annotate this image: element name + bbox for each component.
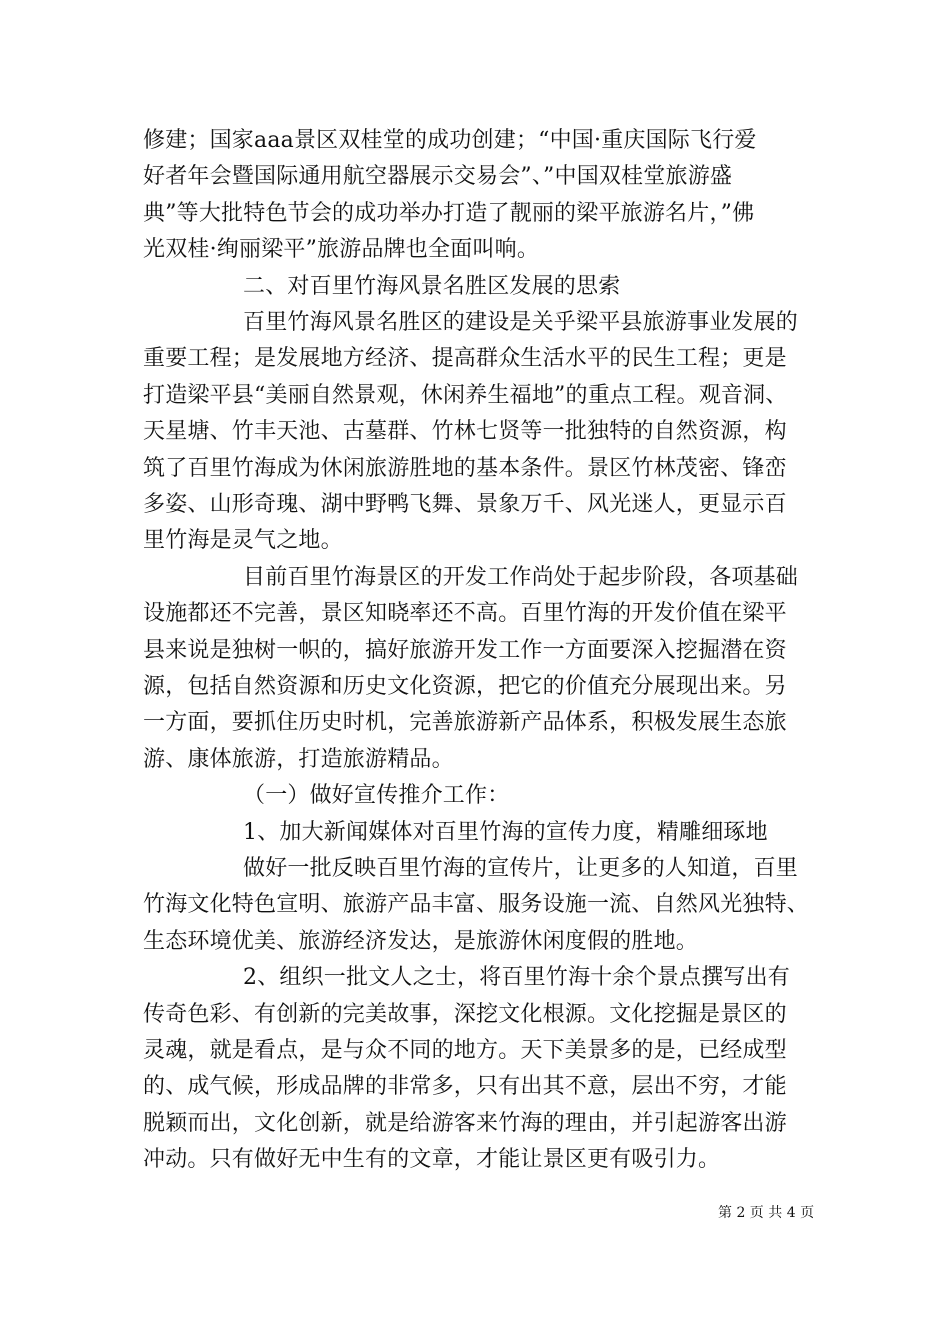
paragraph-line: 天星塘、竹丰天池、古墓群、竹林七贤等一批独特的自然资源，构 bbox=[143, 419, 787, 445]
section-heading: 二、对百里竹海风景名胜区发展的思索 bbox=[243, 273, 621, 299]
paragraph-line: 好者年会暨国际通用航空器展示交易会”、”中国双桂堂旅游盛 bbox=[143, 164, 733, 190]
paragraph-line: 多姿、山形奇瑰、湖中野鸭飞舞、景象万千、风光迷人，更显示百 bbox=[143, 492, 787, 517]
paragraph-line: 脱颖而出，文化创新，就是给游客来竹海的理由，并引起游客出游 bbox=[143, 1110, 787, 1136]
paragraph-line: 一方面，要抓住历史时机，完善旅游新产品体系，积极发展生态旅 bbox=[143, 710, 787, 736]
paragraph-line: 典”等大批特色节会的成功举办打造了靓丽的梁平旅游名片，”佛 bbox=[143, 200, 755, 226]
paragraph-line: 打造梁平县“美丽自然景观，休闲养生福地”的重点工程。观音洞、 bbox=[143, 382, 788, 408]
paragraph-line: 的、成气候，形成品牌的非常多，只有出其不意，层出不穷，才能 bbox=[143, 1074, 787, 1100]
paragraph-line: 冲动。只有做好无中生有的文章，才能让景区更有吸引力。 bbox=[143, 1147, 721, 1173]
list-item: 2、组织一批文人之士，将百里竹海十余个景点撰写出有 bbox=[243, 965, 790, 991]
paragraph-line: 生态环境优美、旅游经济发达，是旅游休闲度假的胜地。 bbox=[143, 928, 699, 954]
paragraph-line: 重要工程；是发展地方经济、提高群众生活水平的民生工程；更是 bbox=[143, 346, 787, 372]
page-number: 第 2 页 共 4 页 bbox=[718, 1205, 815, 1221]
paragraph-line: 传奇色彩、有创新的完美故事，深挖文化根源。文化挖掘是景区的 bbox=[143, 1001, 787, 1027]
paragraph-line: 设施都还不完善，景区知晓率还不高。百里竹海的开发价值在梁平 bbox=[143, 601, 787, 627]
subsection-heading: （一）做好宣传推介工作： bbox=[243, 783, 510, 809]
paragraph-line: 筑了百里竹海成为休闲旅游胜地的基本条件。景区竹林茂密、锋峦 bbox=[143, 455, 787, 481]
paragraph-line: 目前百里竹海景区的开发工作尚处于起步阶段，各项基础 bbox=[243, 564, 799, 590]
paragraph-line: 竹海文化特色宣明、旅游产品丰富、服务设施一流、自然风光独特、 bbox=[143, 892, 810, 918]
paragraph-line: 源，包括自然资源和历史文化资源，把它的价值充分展现出来。另 bbox=[143, 674, 787, 699]
paragraph-line: 游、康体旅游，打造旅游精品。 bbox=[143, 746, 454, 772]
paragraph-line: 修建；国家aaa景区双桂堂的成功创建；“中国·重庆国际飞行爱 bbox=[143, 128, 757, 153]
paragraph-line: 百里竹海风景名胜区的建设是关乎梁平县旅游事业发展的 bbox=[243, 310, 799, 335]
list-item: 1、加大新闻媒体对百里竹海的宣传力度，精雕细琢地 bbox=[243, 819, 768, 845]
paragraph-line: 县来说是独树一帜的，搞好旅游开发工作一方面要深入挖掘潜在资 bbox=[143, 637, 787, 663]
paragraph-line: 灵魂，就是看点，是与众不同的地方。天下美景多的是，已经成型 bbox=[143, 1038, 787, 1063]
paragraph-line: 做好一批反映百里竹海的宣传片，让更多的人知道，百里 bbox=[243, 856, 799, 881]
paragraph-line: 光双桂·绚丽梁平”旅游品牌也全面叫响。 bbox=[143, 237, 540, 263]
paragraph-line: 里竹海是灵气之地。 bbox=[143, 528, 343, 554]
